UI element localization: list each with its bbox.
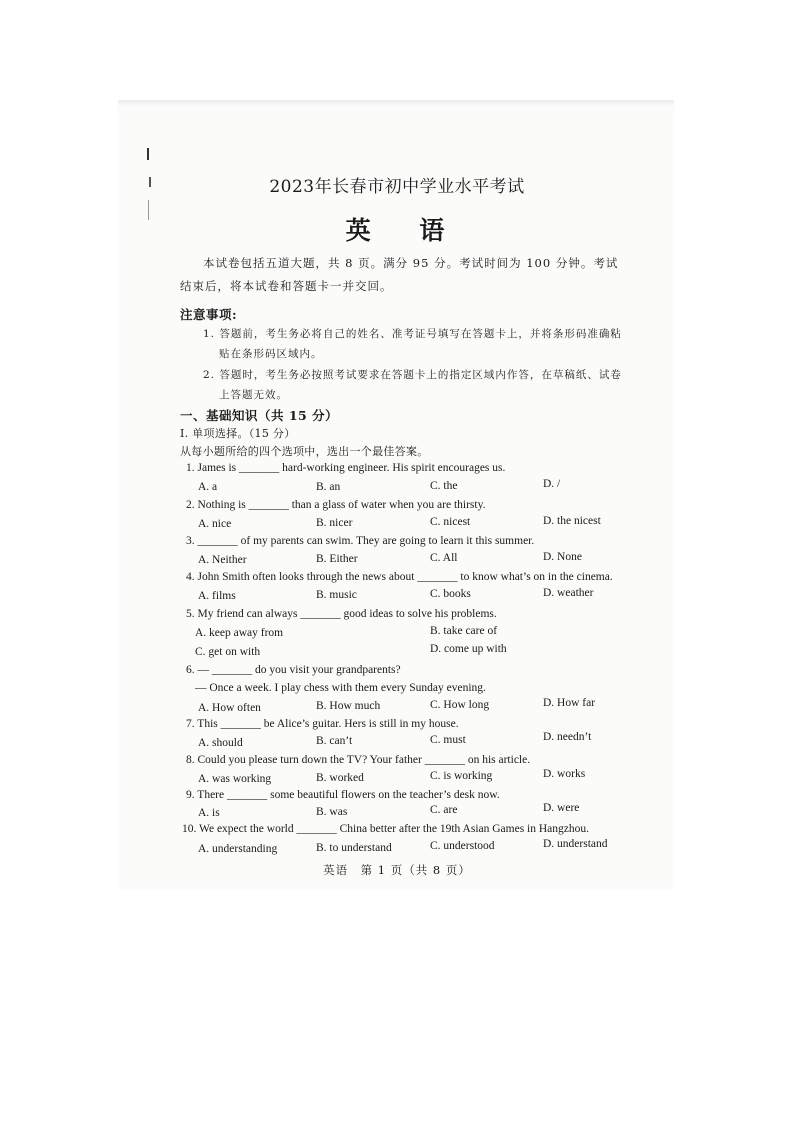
option-b: B. take care of <box>430 625 498 637</box>
option-d: D. needn’t <box>543 731 592 743</box>
option-b: B. an <box>316 481 341 493</box>
option-d: D. were <box>543 802 580 814</box>
exam-title: 2023年长春市初中学业水平考试 <box>269 177 525 197</box>
option-c: C. is working <box>430 770 493 782</box>
intro-line-2: 结束后，将本试卷和答题卡一并交回。 <box>180 279 393 293</box>
question-stem: 6. — _______ do you visit your grandparents? <box>186 664 401 676</box>
note-1-line-1: 1. 答题前，考生务必将自己的姓名、准考证号填写在答题卡上，并将条形码准确粘 <box>203 328 622 340</box>
notes-heading: 注意事项: <box>180 307 238 322</box>
option-c: C. the <box>430 480 458 492</box>
subject-title: 英 语 <box>345 216 465 245</box>
option-c: C. nicest <box>430 516 471 528</box>
option-a: A. understanding <box>198 843 278 855</box>
question-stem: 7. This _______ be Alice’s guitar. Hers is still in my house. <box>186 718 459 730</box>
option-a: A. keep away from <box>195 627 284 639</box>
option-a: A. should <box>198 737 243 749</box>
question-stem: 3. _______ of my parents can swim. They are going to learn it this summer. <box>186 535 535 547</box>
option-a: A. Neither <box>198 554 247 566</box>
question-stem: 2. Nothing is _______ than a glass of water when you are thirsty. <box>186 499 486 511</box>
option-a: A. a <box>198 481 218 493</box>
option-a: A. How often <box>198 702 261 714</box>
note-2-line-2: 上答题无效。 <box>219 389 288 401</box>
question-stem: 8. Could you please turn down the TV? Your father _______ on his article. <box>186 754 531 766</box>
part-instruction: 从每小题所给的四个选项中，选出一个最佳答案。 <box>180 445 429 458</box>
option-d: D. the nicest <box>543 515 601 527</box>
question-stem: 9. There _______ some beautiful flowers on the teacher’s desk now. <box>186 789 500 801</box>
page-footer: 英语 第 1 页（共 8 页） <box>323 863 471 877</box>
option-c: C. understood <box>430 840 495 852</box>
option-b: B. was <box>316 806 348 818</box>
option-a: A. films <box>198 590 236 602</box>
option-c: C. books <box>430 588 471 600</box>
page-top-edge <box>118 100 674 106</box>
option-b: B. How much <box>316 700 381 712</box>
option-a: A. nice <box>198 518 232 530</box>
note-2-line-1: 2. 答题时，考生务必按照考试要求在答题卡上的指定区域内作答，在草稿纸、试卷 <box>203 369 622 381</box>
question-stem: 10. We expect the world _______ China better after the 19th Asian Games in Hangzhou. <box>182 823 590 835</box>
intro-line-1: 本试卷包括五道大题，共 8 页。满分 95 分。考试时间为 100 分钟。考试 <box>203 256 619 270</box>
section-heading: 一、基础知识（共 15 分） <box>180 408 339 423</box>
option-b: B. nicer <box>316 517 353 529</box>
option-d: D. None <box>543 551 582 563</box>
question-dialogue-line: — Once a week. I play chess with them every Sunday evening. <box>195 682 486 694</box>
option-d: D. works <box>543 768 586 780</box>
question-stem: 4. John Smith often looks through the news about _______ to know what’s on in the cinema. <box>186 571 613 583</box>
part-title: I. 单项选择。（15 分） <box>180 427 296 440</box>
option-c: C. get on with <box>195 646 261 658</box>
option-b: B. can’t <box>316 735 353 747</box>
option-b: B. worked <box>316 772 364 784</box>
option-c: C. All <box>430 552 458 564</box>
option-b: B. music <box>316 589 357 601</box>
option-b: B. to understand <box>316 842 392 854</box>
scan-margin-mark <box>147 148 149 160</box>
option-a: A. was working <box>198 773 272 785</box>
option-c: C. are <box>430 804 458 816</box>
option-d: D. weather <box>543 587 594 599</box>
option-d: D. come up with <box>430 643 507 655</box>
option-a: A. is <box>198 807 220 819</box>
question-stem: 5. My friend can always _______ good ideas to solve his problems. <box>186 608 497 620</box>
option-d: D. / <box>543 478 561 490</box>
option-d: D. How far <box>543 697 596 709</box>
option-c: C. How long <box>430 699 490 711</box>
option-d: D. understand <box>543 838 608 850</box>
option-c: C. must <box>430 734 466 746</box>
note-1-line-2: 贴在条形码区域内。 <box>219 348 323 360</box>
question-stem: 1. James is _______ hard-working engineer. His spirit encourages us. <box>186 462 506 474</box>
option-b: B. Either <box>316 553 358 565</box>
